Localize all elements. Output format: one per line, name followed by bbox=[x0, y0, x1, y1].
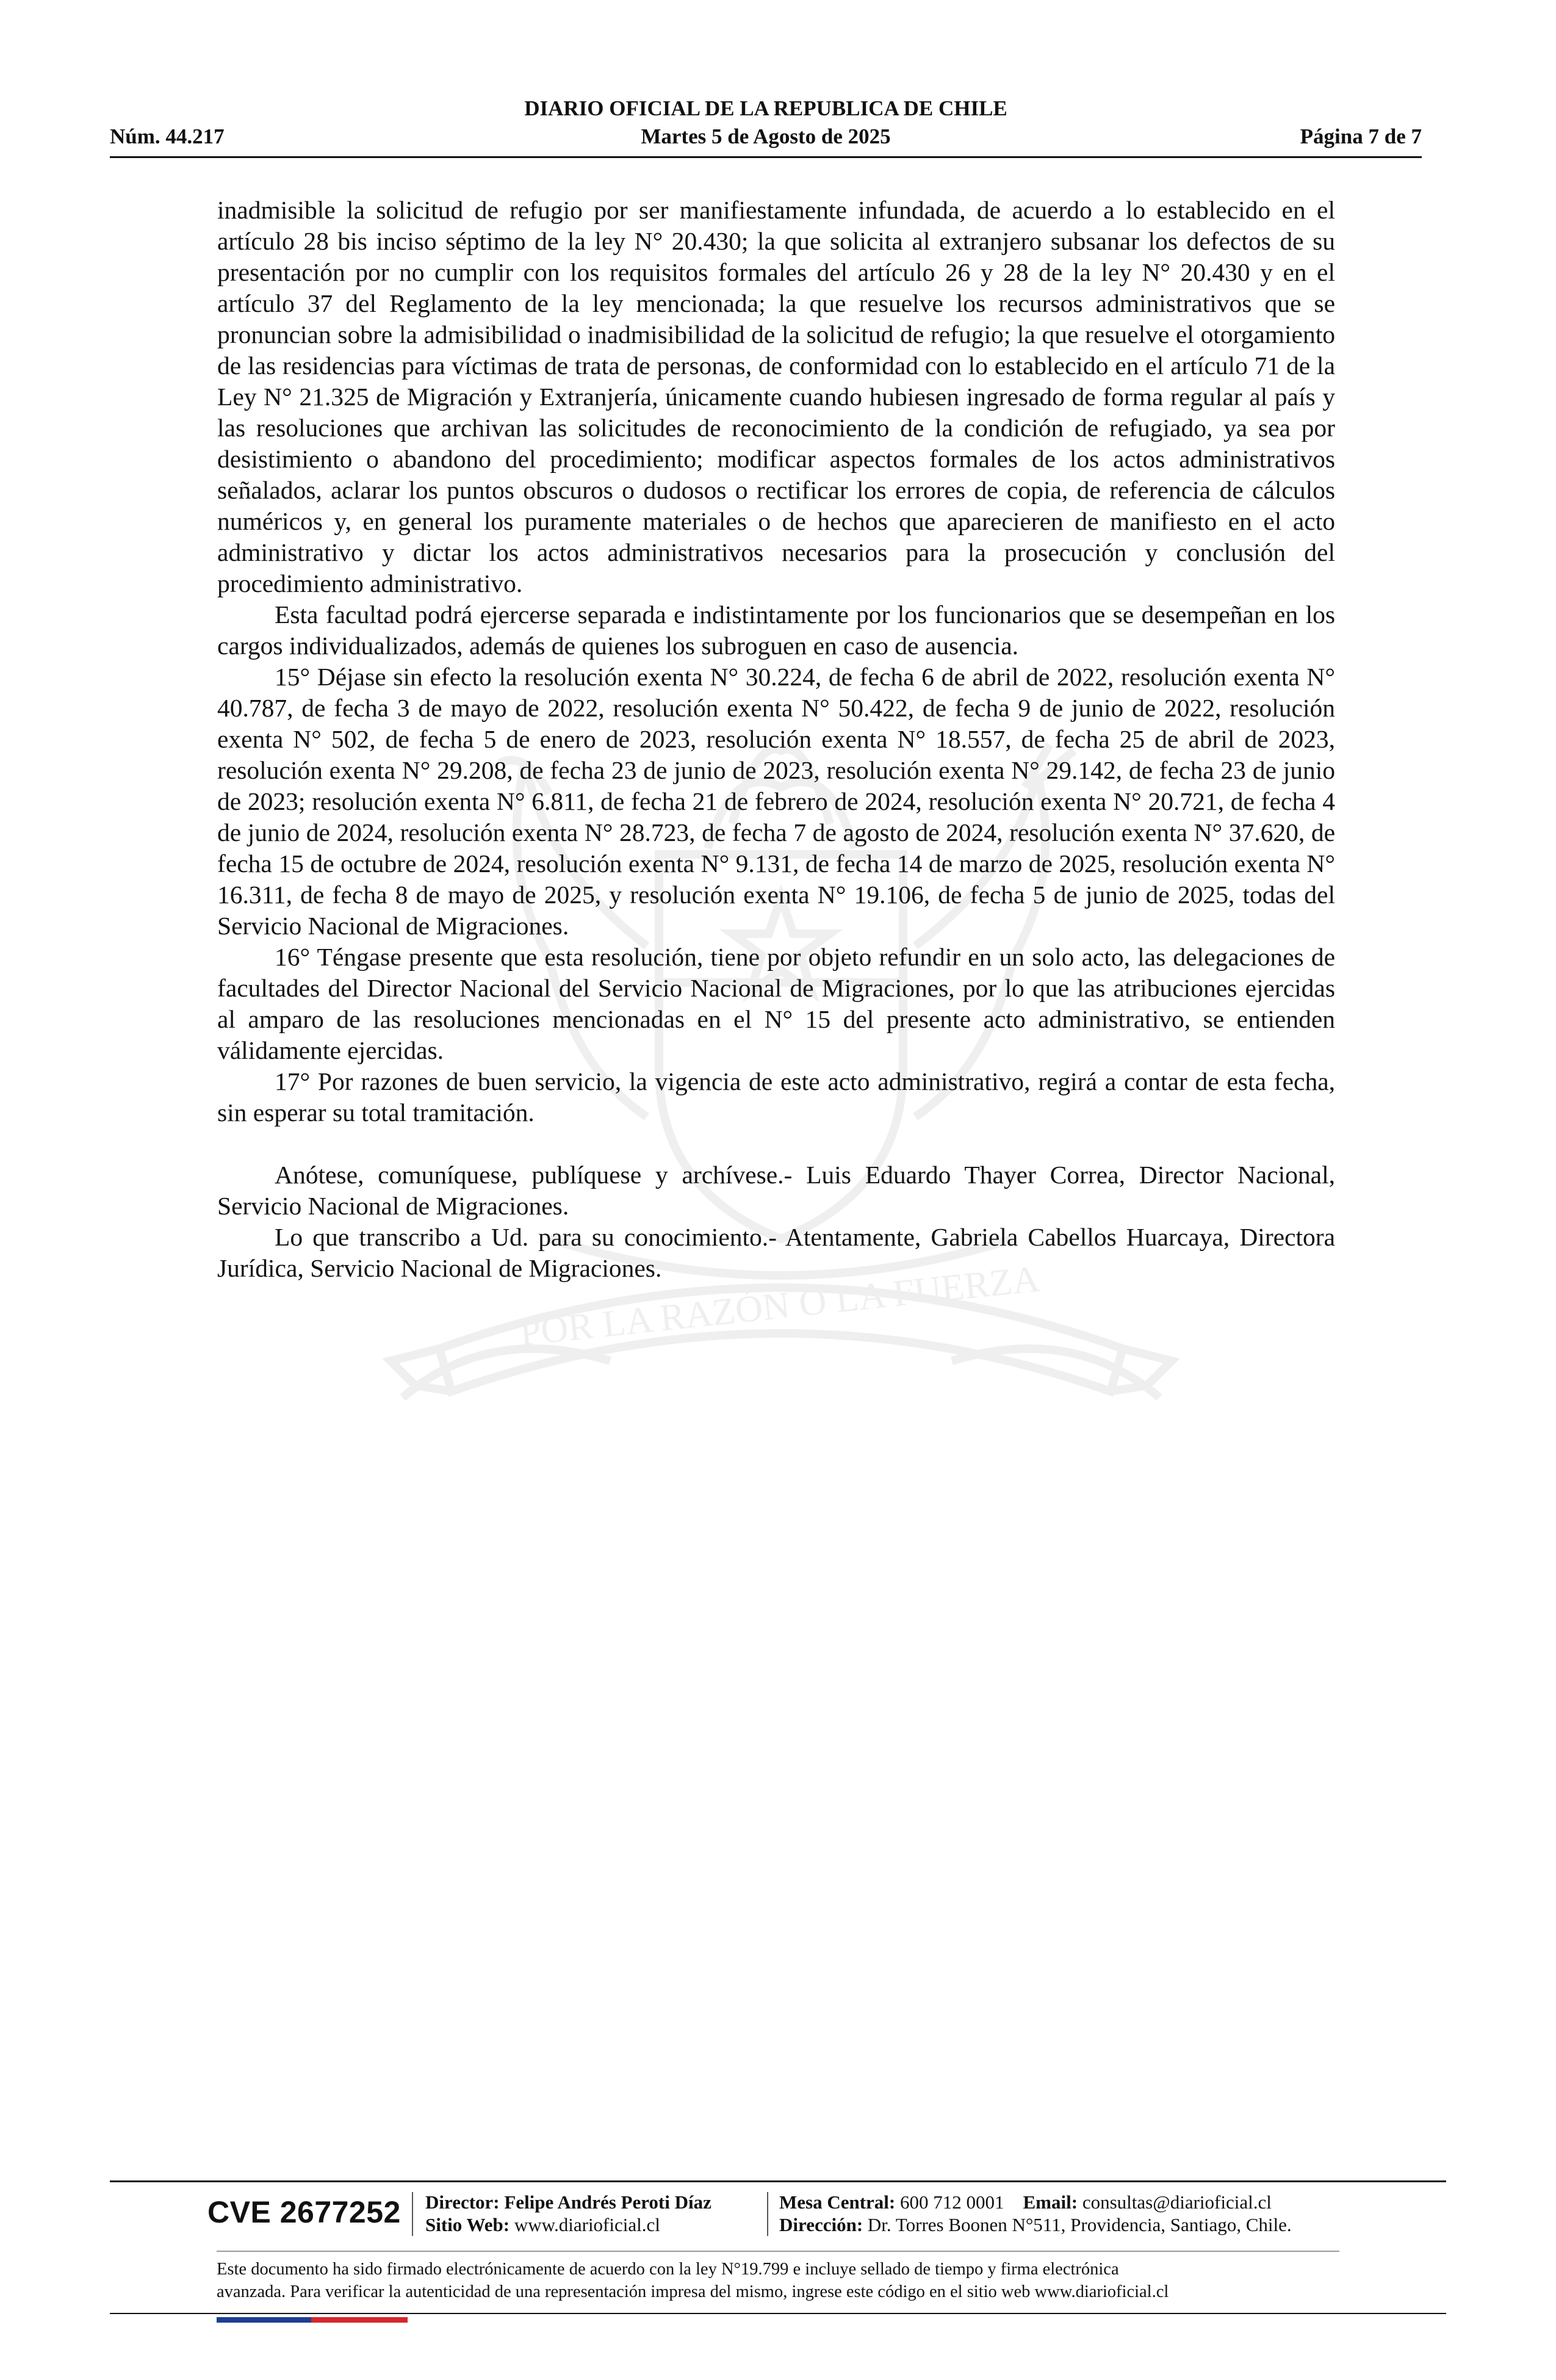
website-link[interactable]: www.diarioficial.cl bbox=[514, 2214, 660, 2235]
footer-divider-middle bbox=[217, 2251, 1339, 2252]
article-body bbox=[217, 195, 1335, 1284]
contact-line bbox=[779, 2191, 1272, 2213]
legal-notice-line-1: Este documento ha sido firmado electrónicamente de acuerdo con la ley N°19.799 e incluye sellado de tiempo y firma electrónica bbox=[217, 2260, 1119, 2279]
director-label: Director: bbox=[425, 2191, 500, 2213]
paragraph-article-17: 17° Por razones de buen servicio, la vigencia de este acto administrativo, regirá a contar de esta fecha, sin esperar su total tramitación. bbox=[217, 1067, 1335, 1127]
email-link[interactable]: consultas@diarioficial.cl bbox=[1082, 2191, 1272, 2213]
page-header bbox=[110, 95, 1422, 162]
paragraph-delegation-note: Esta facultad podrá ejercerse separada e indistintamente por los funcionarios que se desempeñan en los cargos individualizados, además de quienes los subroguen en caso de ausencia. bbox=[217, 600, 1335, 660]
website-label: Sitio Web: bbox=[425, 2214, 510, 2235]
footer-divider-top bbox=[110, 2180, 1446, 2182]
footer-divider-bottom bbox=[110, 2313, 1446, 2314]
flag-stripe-blue bbox=[217, 2317, 311, 2323]
watermark-motto: POR LA RAZÓN O LA FUERZA bbox=[517, 1258, 1042, 1354]
email-label: Email: bbox=[1023, 2191, 1078, 2213]
paragraph-signature-transcription: Lo que transcribo a Ud. para su conocimiento.- Atentamente, Gabriela Cabellos Huarcaya, Directora Jurídica, Servicio Nacional de Migraciones. bbox=[217, 1223, 1335, 1282]
mesa-label: Mesa Central: bbox=[779, 2191, 896, 2213]
paragraph-continuation: inadmisible la solicitud de refugio por ser manifiestamente infundada, de acuerdo a lo establecido en el artículo 28 bis inciso séptimo de la ley N° 20.430; la que solicita al extranjero subsanar los defectos de su presentación por no cumplir con los requisitos formales del artículo 26 y 28 de la ley N° 20.430 y en el artículo 37 del Reglamento de la ley mencionada; la que resuelve los recursos administrativos que se pronuncian sobre la admisibilidad o inadmisibilidad de la solicitud de refugio; la que resuelve el otorgamiento de las residencias para víctimas de trata de personas, de conformidad con lo establecido en el artículo 71 de la Ley N° 21.325 de Migración y Extranjería, únicamente cuando hubiesen ingresado de forma regular al país y las resoluciones que archivan las solicitudes de reconocimiento de la condición de refugiado, ya sea por desistimiento o abandono del procedimiento; modificar aspectos formales de los actos administrativos señalados, aclarar los puntos obscuros o dudosos o rectificar los errores de copia, de referencia de cálculos numéricos y, en general los puramente materiales o de hechos que aparecieren de manifiesto en el acto administrativo y dictar los actos administrativos necesarios para la prosecución y conclusión del procedimiento administrativo. bbox=[217, 196, 1335, 597]
flag-stripe-red bbox=[311, 2317, 408, 2323]
legal-notice bbox=[217, 2258, 1339, 2303]
address-value: Dr. Torres Boonen N°511, Providencia, Santiago, Chile. bbox=[867, 2214, 1292, 2235]
director-name: Felipe Andrés Peroti Díaz bbox=[504, 2191, 711, 2213]
issue-number: Núm. 44.217 bbox=[110, 124, 225, 148]
address-label: Dirección: bbox=[779, 2214, 863, 2235]
director-line bbox=[425, 2191, 711, 2213]
header-divider bbox=[110, 156, 1422, 158]
paragraph-article-16: 16° Téngase presente que esta resolución, tiene por objeto refundir en un solo acto, las delegaciones de facultades del Director Nacional del Servicio Nacional de Migraciones, por lo que las atribuciones ejercidas al amparo de las resoluciones mencionadas en el N° 15 del presente acto administrativo, se entienden válidamente ejercidas. bbox=[217, 943, 1335, 1064]
legal-notice-line-2: avanzada. Para verificar la autenticidad de una representación impresa del mismo, ingrese este código en el sitio web www.diarioficial.cl bbox=[217, 2282, 1169, 2301]
issue-date: Martes 5 de Agosto de 2025 bbox=[641, 124, 891, 148]
publication-title: DIARIO OFICIAL DE LA REPUBLICA DE CHILE bbox=[524, 96, 1007, 120]
paragraph-gap bbox=[217, 1128, 1335, 1159]
cve-code: CVE 2677252 bbox=[207, 2195, 401, 2229]
footer-separator-right bbox=[767, 2192, 768, 2236]
paragraph-signature-director: Anótese, comuníquese, publíquese y archívese.- Luis Eduardo Thayer Correa, Director Nacional, Servicio Nacional de Migraciones. bbox=[217, 1161, 1335, 1220]
website-line bbox=[425, 2213, 660, 2236]
address-line bbox=[779, 2213, 1292, 2236]
mesa-phone: 600 712 0001 bbox=[900, 2191, 1004, 2213]
footer-separator-left bbox=[412, 2192, 413, 2236]
page-indicator: Página 7 de 7 bbox=[1300, 124, 1422, 148]
paragraph-article-15: 15° Déjase sin efecto la resolución exenta N° 30.224, de fecha 6 de abril de 2022, resolución exenta N° 40.787, de fecha 3 de mayo de 2022, resolución exenta N° 50.422, de fecha 9 de junio de 2022, resolución exenta N° 502, de fecha 5 de enero de 2023, resolución exenta N° 18.557, de fecha 25 de abril de 2023, resolución exenta N° 29.208, de fecha 23 de junio de 2023, resolución exenta N° 29.142, de fecha 23 de junio de 2023; resolución exenta N° 6.811, de fecha 21 de febrero de 2024, resolución exenta N° 20.721, de fecha 4 de junio de 2024, resolución exenta N° 28.723, de fecha 7 de agosto de 2024, resolución exenta N° 37.620, de fecha 15 de octubre de 2024, resolución exenta N° 9.131, de fecha 14 de marzo de 2025, resolución exenta N° 16.311, de fecha 8 de mayo de 2025, y resolución exenta N° 19.106, de fecha 5 de junio de 2025, todas del Servicio Nacional de Migraciones. bbox=[217, 663, 1335, 940]
